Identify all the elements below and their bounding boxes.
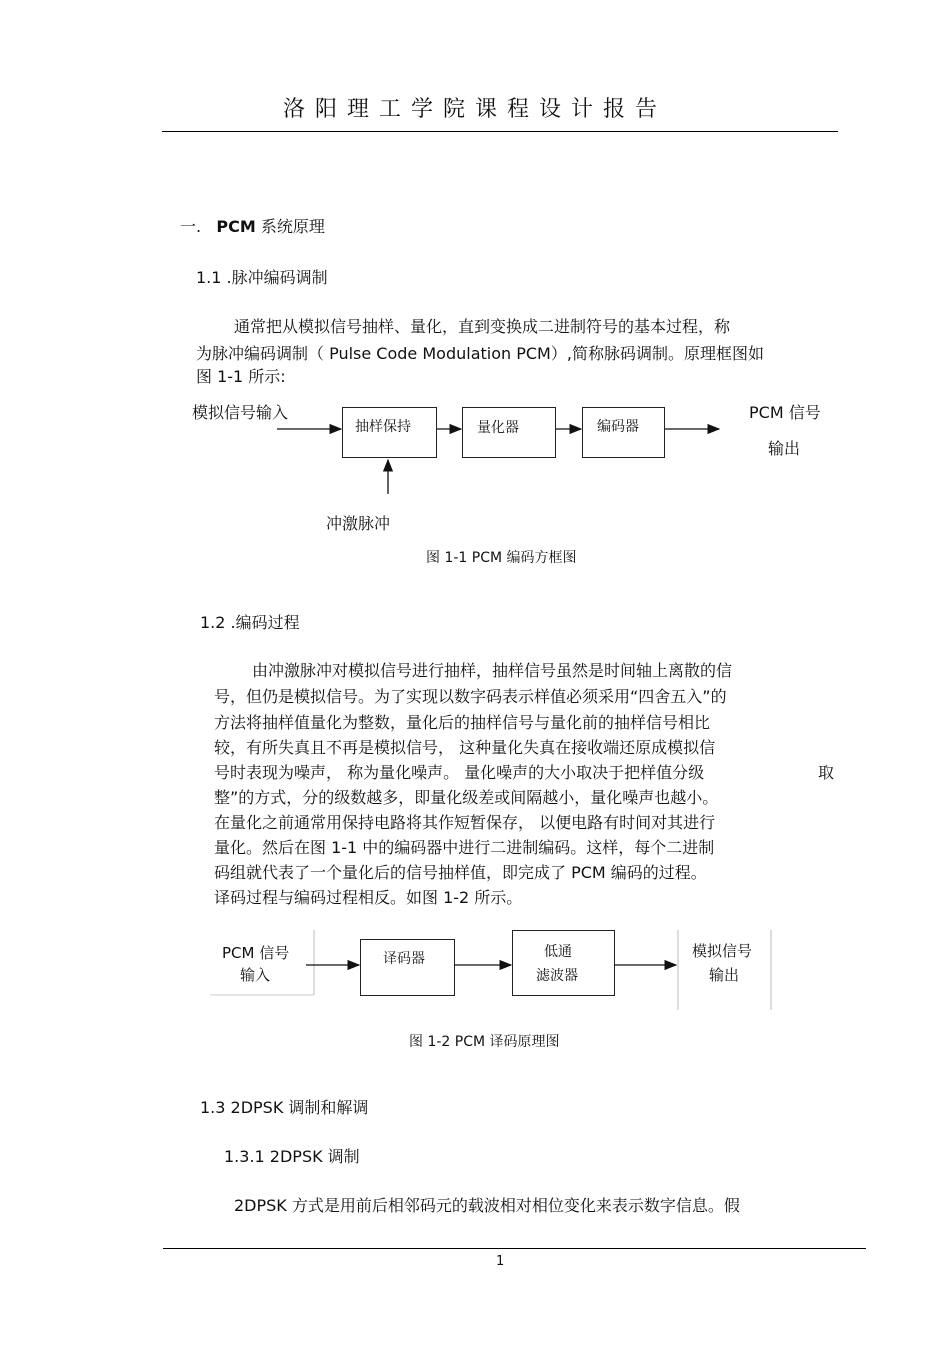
fig2-output-line-1: 模拟信号 — [692, 942, 753, 960]
fig2-input-line-2: 输入 — [240, 966, 271, 984]
page-number: 1 — [496, 1254, 505, 1269]
section-1-1-heading: 1.1 .脉冲编码调制 — [196, 268, 328, 287]
fig1-input-label: 模拟信号输入 — [192, 403, 289, 422]
s11-line-1: 通常把从模拟信号抽样、量化，直到变换成二进制符号的基本过程，称 — [234, 317, 731, 336]
s131-line-1: 2DPSK 方式是用前后相邻码元的载波相对相位变化来表示数字信息。假 — [234, 1196, 740, 1215]
fig1-impulse-label: 冲激脉冲 — [326, 514, 391, 533]
fig2-input-line-1: PCM 信号 — [222, 944, 290, 962]
section-1-title-bold: PCM — [216, 217, 256, 236]
s12-line-8: 量化。然后在图 1-1 中的编码器中进行二进制编码。这样，每个二进制 — [214, 838, 715, 857]
block-lowpass-filter — [512, 930, 615, 996]
section-1-number: 一. — [180, 217, 202, 236]
s12-line-6: 整”的方式，分的级数越多，即量化级差或间隔越小，量化噪声也越小。 — [214, 788, 719, 807]
s12-line-3: 方法将抽样值量化为整数，量化后的抽样信号与量化前的抽样信号相比 — [214, 713, 711, 732]
s12-line-2: 号，但仍是模拟信号。为了实现以数字码表示样值必须采用“四舍五入”的 — [214, 687, 727, 706]
section-1-2-heading: 1.2 .编码过程 — [200, 613, 300, 632]
s11-line-2: 为脉冲编码调制（ Pulse Code Modulation PCM）,简称脉码调制。原理框图如 — [196, 344, 764, 363]
footer-rule — [163, 1248, 866, 1249]
section-1-3-1-heading: 1.3.1 2DPSK 调制 — [224, 1147, 360, 1166]
s12-line-9: 码组就代表了一个量化后的信号抽样值，即完成了 PCM 编码的过程。 — [214, 863, 707, 882]
page-header-title: 洛阳理工学院课程设计报告 — [282, 97, 667, 122]
s12-line-4: 较，有所失真且不再是模拟信号， 这种量化失真在接收端还原成模拟信 — [214, 738, 716, 757]
block-lowpass-line-1: 低通 — [544, 944, 572, 960]
s12-tail-word: 取 — [818, 763, 835, 782]
s12-line-10: 译码过程与编码过程相反。如图 1-2 所示。 — [214, 888, 523, 907]
fig1-output-line-2: 输出 — [768, 439, 801, 458]
block-encoder-label: 编码器 — [597, 419, 639, 435]
s12-line-5: 号时表现为噪声， 称为量化噪声。 量化噪声的大小取决于把样值分级 — [214, 763, 705, 782]
block-lowpass-line-2: 滤波器 — [536, 968, 578, 984]
fig2-output-line-2: 输出 — [709, 966, 740, 984]
s11-line-3: 图 1-1 所示: — [196, 367, 286, 386]
block-decoder-label: 译码器 — [383, 951, 425, 967]
fig1-output-line-1: PCM 信号 — [749, 403, 821, 422]
section-1-3-heading: 1.3 2DPSK 调制和解调 — [200, 1098, 369, 1117]
section-1-title-rest: 系统原理 — [260, 217, 325, 236]
s12-line-7: 在量化之前通常用保持电路将其作短暂保存， 以便电路有时间对其进行 — [214, 813, 716, 832]
block-decoder — [360, 939, 455, 996]
fig1-caption: 图 1-1 PCM 编码方框图 — [426, 550, 577, 566]
fig2-caption: 图 1-2 PCM 译码原理图 — [409, 1034, 560, 1050]
block-sampling-hold-label: 抽样保持 — [355, 419, 411, 435]
s12-line-1: 由冲激脉冲对模拟信号进行抽样，抽样信号虽然是时间轴上离散的信 — [252, 661, 733, 680]
block-quantizer-label: 量化器 — [477, 420, 519, 436]
